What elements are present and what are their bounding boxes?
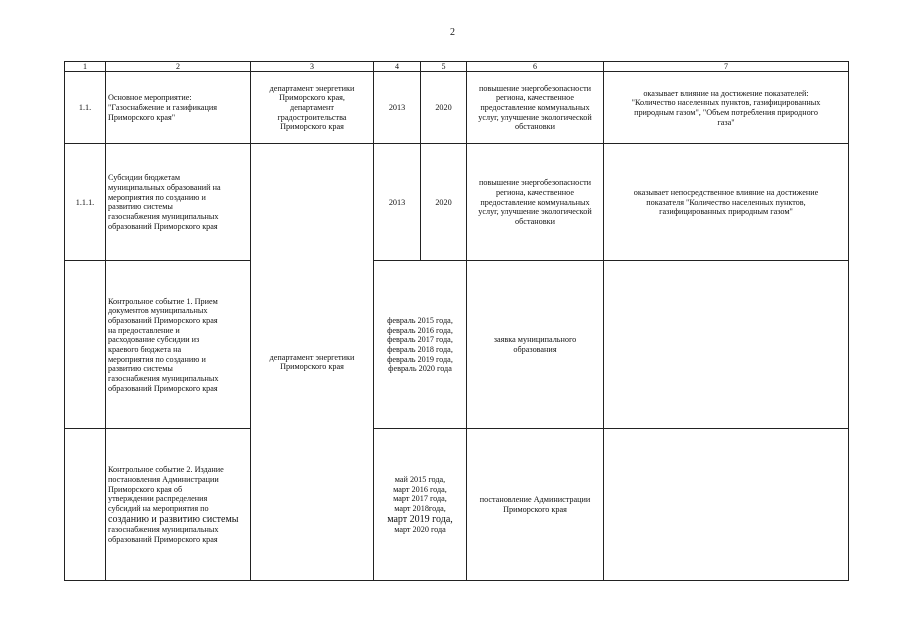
control-event-2-text-c: газоснабжения муниципальных образований Приморского края <box>108 525 219 545</box>
indicator-relation <box>604 261 849 429</box>
expected-result: заявка муниципального образования <box>467 261 604 429</box>
row-number <box>65 429 106 581</box>
executor-shared: департамент энергетики Приморского края <box>251 144 374 581</box>
control-event-2-dates <box>374 429 467 581</box>
control-event-1: Контрольное событие 1. Прием документов муниципальных образований Приморского края на предоставление и расходование субсидии из краевого бюджета на мероприятия по созданию и развитию системы газоснабжения муниципальных образований Приморского края <box>106 261 251 429</box>
col-header-4: 4 <box>374 62 421 72</box>
control-event-1-dates: февраль 2015 года, февраль 2016 года, февраль 2017 года, февраль 2018 года, февраль 2019 года, февраль 2020 года <box>374 261 467 429</box>
indicator-relation <box>604 429 849 581</box>
measure-name: Основное мероприятие: "Газоснабжение и газификация Приморского края" <box>106 72 251 144</box>
expected-result: повышение энергобезопасности региона, качественное предоставление коммунальных услуг, улучшение экологической обстановки <box>467 72 604 144</box>
row-number: 1.1.1. <box>65 144 106 261</box>
expected-result: постановление Администрации Приморского края <box>467 429 604 581</box>
col-header-2: 2 <box>106 62 251 72</box>
start-year: 2013 <box>374 144 421 261</box>
control-event-2-text-b: созданию и развитию системы <box>108 513 239 525</box>
table-row <box>65 261 849 429</box>
dates-c: март 2020 года <box>394 525 446 535</box>
control-event-2 <box>106 429 251 581</box>
table-row <box>65 144 849 261</box>
dates-a: май 2015 года, март 2016 года, март 2017 года, март 2018года, <box>393 474 447 513</box>
col-header-7: 7 <box>604 62 849 72</box>
col-header-6: 6 <box>467 62 604 72</box>
indicator-relation: оказывает непосредственное влияние на достижение показателя "Количество населенных пунктов, газифицированных природным газом" <box>604 144 849 261</box>
row-number: 1.1. <box>65 72 106 144</box>
col-header-5: 5 <box>421 62 467 72</box>
end-year: 2020 <box>421 144 467 261</box>
measure-name: Субсидии бюджетам муниципальных образований на мероприятия по созданию и развитию системы газоснабжения муниципальных образований Приморского края <box>106 144 251 261</box>
end-year: 2020 <box>421 72 467 144</box>
indicator-relation: оказывает влияние на достижение показателей: "Количество населенных пунктов, газифицированных природным газом", "Объем потребления природного газа" <box>604 72 849 144</box>
col-header-1: 1 <box>65 62 106 72</box>
header-row <box>65 62 849 72</box>
page-number: 2 <box>450 27 455 38</box>
table-row <box>65 72 849 144</box>
start-year: 2013 <box>374 72 421 144</box>
table-row <box>65 429 849 581</box>
executor: департамент энергетики Приморского края, департамент градостроительства Приморского края <box>251 72 374 144</box>
dates-b: март 2019 года, <box>387 513 453 525</box>
expected-result: повышение энергобезопасности региона, качественное предоставление коммунальных услуг, улучшение экологической обстановки <box>467 144 604 261</box>
control-event-2-text-a: Контрольное событие 2. Издание постановления Администрации Приморского края об утверждении распределения субсидий на мероприятия по <box>108 465 224 513</box>
col-header-3: 3 <box>251 62 374 72</box>
measures-table <box>64 61 849 581</box>
row-number <box>65 261 106 429</box>
